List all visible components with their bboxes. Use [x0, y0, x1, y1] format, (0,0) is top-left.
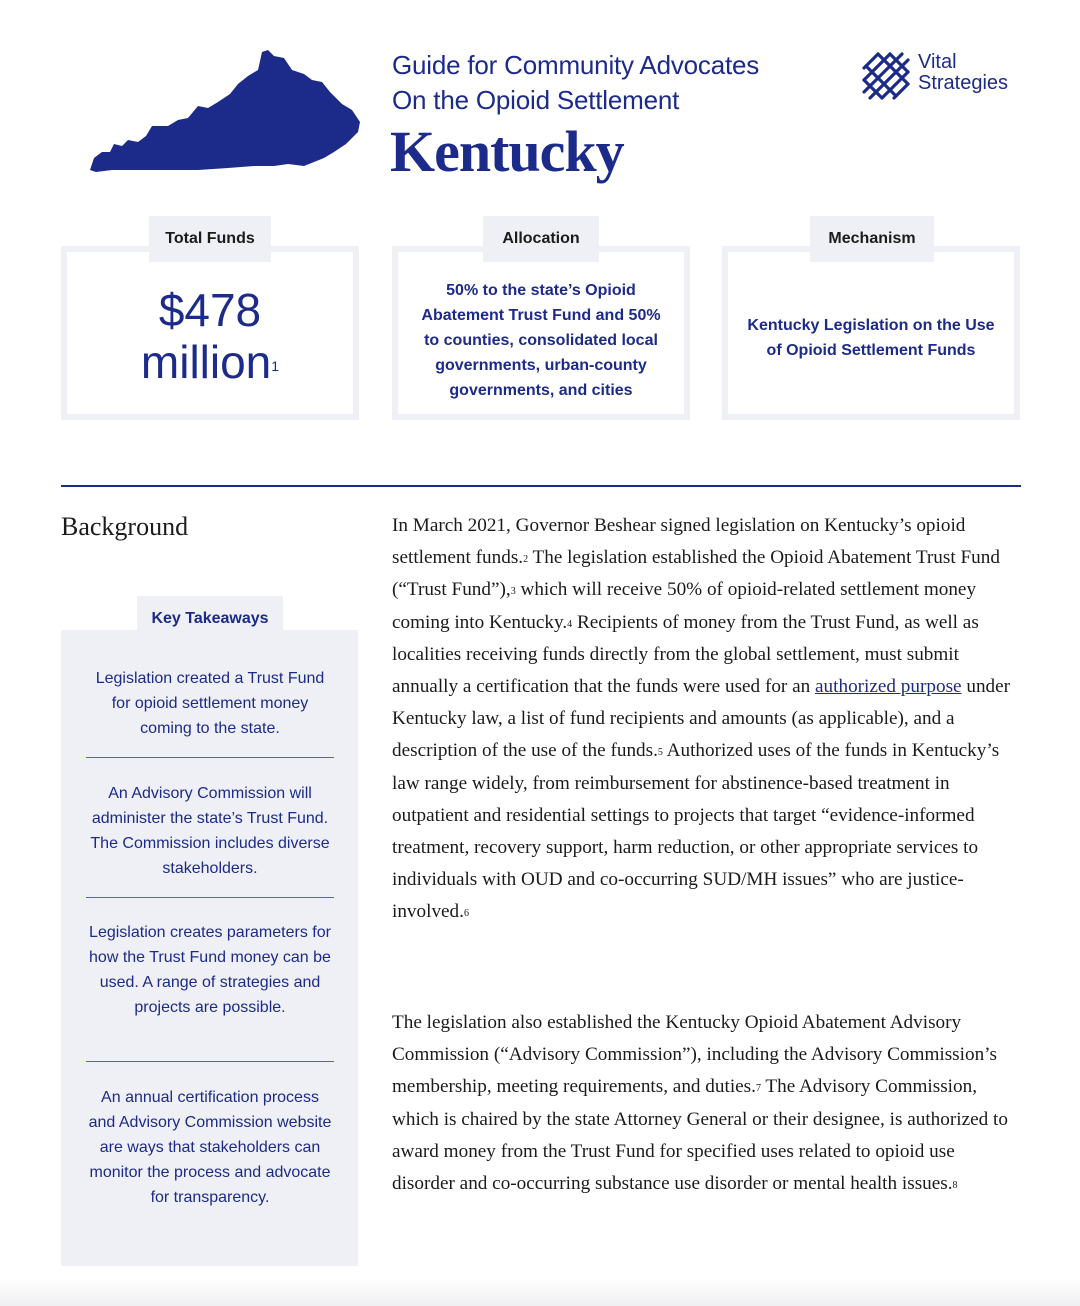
allocation-box — [392, 246, 690, 420]
allocation-label: Allocation — [483, 216, 599, 262]
takeaway-item: Legislation created a Trust Fund for opioid settlement money coming to the state. — [95, 670, 325, 737]
takeaway-item: An Advisory Commission will administer the state’s Trust Fund. The Commission includes diverse stakeholders. — [90, 785, 330, 877]
takeaway-divider — [86, 1061, 334, 1062]
total-funds-box — [61, 246, 359, 420]
guide-title — [392, 48, 759, 118]
footnote-2[interactable]: 2 — [523, 554, 529, 566]
p1-text-1: In March 2021, Governor Beshear signed legislation on Kentucky’s opioid settlement funds. — [392, 515, 966, 569]
state-title: Kentucky — [390, 119, 624, 184]
footnote-6[interactable]: 6 — [463, 908, 469, 920]
mechanism-label: Mechanism — [810, 216, 934, 262]
p1-text-2: The legislation established the Opioid Abatement Trust Fund (“Trust Fund”), — [392, 547, 1000, 601]
footnote-5[interactable]: 5 — [657, 747, 663, 759]
mechanism-box-inner — [728, 252, 1014, 414]
total-funds-label: Total Funds — [149, 216, 271, 262]
authorized-purpose-link[interactable]: authorized purpose — [815, 676, 962, 698]
p2-text-1: The legislation also established the Kentucky Opioid Abatement Advisory Commission (“Advisory Commission”), including the Advisory Commission’s membership, meeting requirements, and duties. — [392, 1012, 997, 1098]
guide-title-line2: On the Opioid Settlement — [392, 85, 680, 115]
mechanism-text: Kentucky Legislation on the Use of Opioid Settlement Funds — [747, 317, 995, 359]
guide-title-line1: Guide for Community Advocates — [392, 50, 760, 80]
p1-text-6: Authorized uses of the funds in Kentucky’s law range widely, from reimbursement for abstinence-based treatment in outpatient and residential settings to projects that target “evidence-informed treatment, recovery support, harm reduction, or other appropriate services to individuals with OUD and co-occurring SUD/MH issues” who are justice-involved. — [392, 740, 1000, 923]
background-heading: Background — [61, 512, 189, 541]
p1-text-3: which will receive 50% of opioid-related settlement money coming into Kentucky. — [392, 579, 977, 633]
p1-text-5: under Kentucky law, a list of fund recipients and amounts (as applicable), and a description of the use of the funds. — [392, 676, 1011, 762]
section-divider — [61, 485, 1021, 487]
total-funds-value — [141, 284, 279, 388]
takeaway-divider — [86, 897, 334, 898]
allocation-text: 50% to the state’s Opioid Abatement Trust Fund and 50% to counties, consolidated local governments, urban-county governments, and cities — [421, 281, 661, 399]
body-paragraph-1 — [392, 510, 1022, 929]
page-bottom-edge — [0, 1278, 1080, 1306]
takeaway-item: An annual certification process and Advisory Commission website are ways that stakeholders can monitor the process and advocate for transparency. — [88, 1089, 332, 1206]
mechanism-box — [722, 246, 1020, 420]
footnote-4[interactable]: 4 — [567, 618, 573, 630]
logo-line1: Vital — [918, 51, 957, 73]
footnote-7[interactable]: 7 — [755, 1083, 761, 1095]
body-paragraph-2 — [392, 1007, 1022, 1200]
logo-text — [918, 52, 1008, 94]
total-funds-box-inner — [67, 252, 353, 414]
total-funds-amount: $478 — [158, 284, 262, 336]
vital-strategies-logo — [860, 50, 1030, 102]
kentucky-map-icon — [88, 48, 364, 174]
p2-text-2: The Advisory Commission, which is chaired by the state Attorney General or their designee, is authorized to award money from the Trust Fund for specified uses related to opioid use disorder and co-occurring substance use disorder or mental health issues. — [392, 1076, 1008, 1195]
logo-line2: Strategies — [918, 72, 1009, 94]
total-funds-unit-text: million — [140, 336, 272, 388]
logo-mark-icon — [860, 50, 912, 102]
takeaway-item: Legislation creates parameters for how the Trust Fund money can be used. A range of strategies and projects are possible. — [89, 924, 331, 1016]
total-funds-unit — [141, 336, 279, 388]
takeaway-divider — [86, 757, 334, 758]
footnote-8[interactable]: 8 — [952, 1180, 958, 1192]
allocation-box-inner — [398, 252, 684, 414]
footnote-1: 1 — [271, 358, 280, 374]
p1-text-4: Recipients of money from the Trust Fund, as well as localities receiving funds directly from the global settlement, must submit annually a certification that the funds were used for an — [392, 611, 979, 698]
footnote-3[interactable]: 3 — [510, 586, 516, 598]
key-takeaways-label: Key Takeaways — [137, 596, 283, 642]
